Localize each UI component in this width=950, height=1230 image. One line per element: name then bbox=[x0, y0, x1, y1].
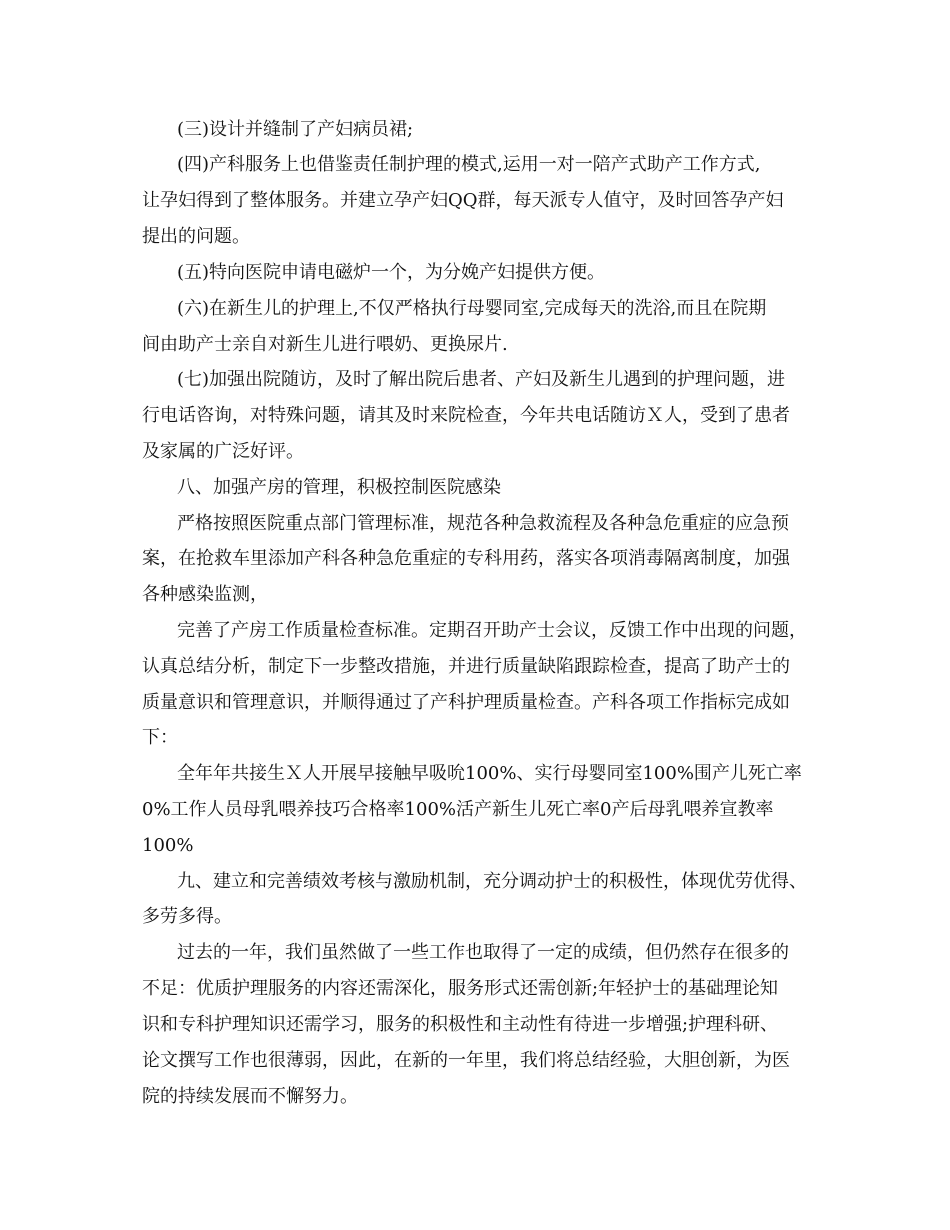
paragraph-line: 严格按照医院重点部门管理标准，规范各种急救流程及各种急危重症的应急预 bbox=[177, 513, 789, 534]
paragraph-line: 不足：优质护理服务的内容还需深化，服务形式还需创新;年轻护士的基础理论知 bbox=[142, 978, 779, 999]
paragraph-line: 论文撰写工作也很薄弱，因此，在新的一年里，我们将总结经验，大胆创新，为医 bbox=[142, 1050, 790, 1071]
paragraph-line: 案，在抢救车里添加产科各种急危重症的专科用药，落实各项消毒隔离制度，加强 bbox=[142, 548, 790, 569]
paragraph-line: 各种感染监测， bbox=[142, 584, 268, 605]
paragraph-line: (七)加强出院随访，及时了解出院后患者、产妇及新生儿遇到的护理问题，进 bbox=[177, 369, 786, 390]
paragraph-line: 识和专科护理知识还需学习，服务的积极性和主动性有待进一步增强;护理科研、 bbox=[142, 1014, 779, 1035]
paragraph-line: (五)特向医院申请电磁炉一个，为分娩产妇提供方便。 bbox=[177, 262, 606, 283]
section-heading: 九、建立和完善绩效考核与激励机制，充分调动护士的积极性，体现优劳优得、 bbox=[177, 871, 807, 892]
paragraph-line: 全年年共接生Ｘ人开展早接触早吸吮100%、实行母婴同室100%围产儿死亡率 bbox=[177, 763, 802, 784]
paragraph-line: (三)设计并缝制了产妇病员裙; bbox=[177, 119, 414, 140]
section-heading: 八、加强产房的管理，积极控制医院感染 bbox=[177, 477, 501, 498]
paragraph-line: 质量意识和管理意识，并顺得通过了产科护理质量检查。产科各项工作指标完成如 bbox=[142, 692, 790, 713]
paragraph-line: 院的持续发展而不懈努力。 bbox=[142, 1086, 358, 1107]
paragraph-line: 间由助产士亲自对新生儿进行喂奶、更换尿片. bbox=[142, 334, 508, 355]
paragraph-line: 认真总结分析，制定下一步整改措施，并进行质量缺陷跟踪检查，提高了助产士的 bbox=[142, 656, 790, 677]
paragraph-line: 及家属的广泛好评。 bbox=[142, 441, 304, 462]
paragraph-line: 100% bbox=[142, 835, 194, 856]
paragraph-line: 完善了产房工作质量检查标准。定期召开助产士会议，反馈工作中出现的问题， bbox=[177, 620, 807, 641]
paragraph-line: 多劳多得。 bbox=[142, 906, 232, 927]
paragraph-line: (六)在新生儿的护理上,不仅严格执行母婴同室,完成每天的洗浴,而且在院期 bbox=[177, 298, 767, 319]
paragraph-line: (四)产科服务上也借鉴责任制护理的模式,运用一对一陪产式助产工作方式, bbox=[177, 154, 761, 175]
paragraph-line: 行电话咨询，对特殊问题，请其及时来院检查，今年共电话随访Ｘ人，受到了患者 bbox=[142, 405, 790, 426]
paragraph-line: 提出的问题。 bbox=[142, 226, 250, 247]
paragraph-line: 0%工作人员母乳喂养技巧合格率100%活产新生儿死亡率0产后母乳喂养宣教率 bbox=[142, 799, 774, 820]
paragraph-line: 让孕妇得到了整体服务。并建立孕产妇QQ群，每天派专人值守，及时回答孕产妇 bbox=[142, 190, 784, 211]
paragraph-line: 过去的一年，我们虽然做了一些工作也取得了一定的成绩，但仍然存在很多的 bbox=[177, 942, 789, 963]
paragraph-line: 下： bbox=[142, 727, 178, 748]
